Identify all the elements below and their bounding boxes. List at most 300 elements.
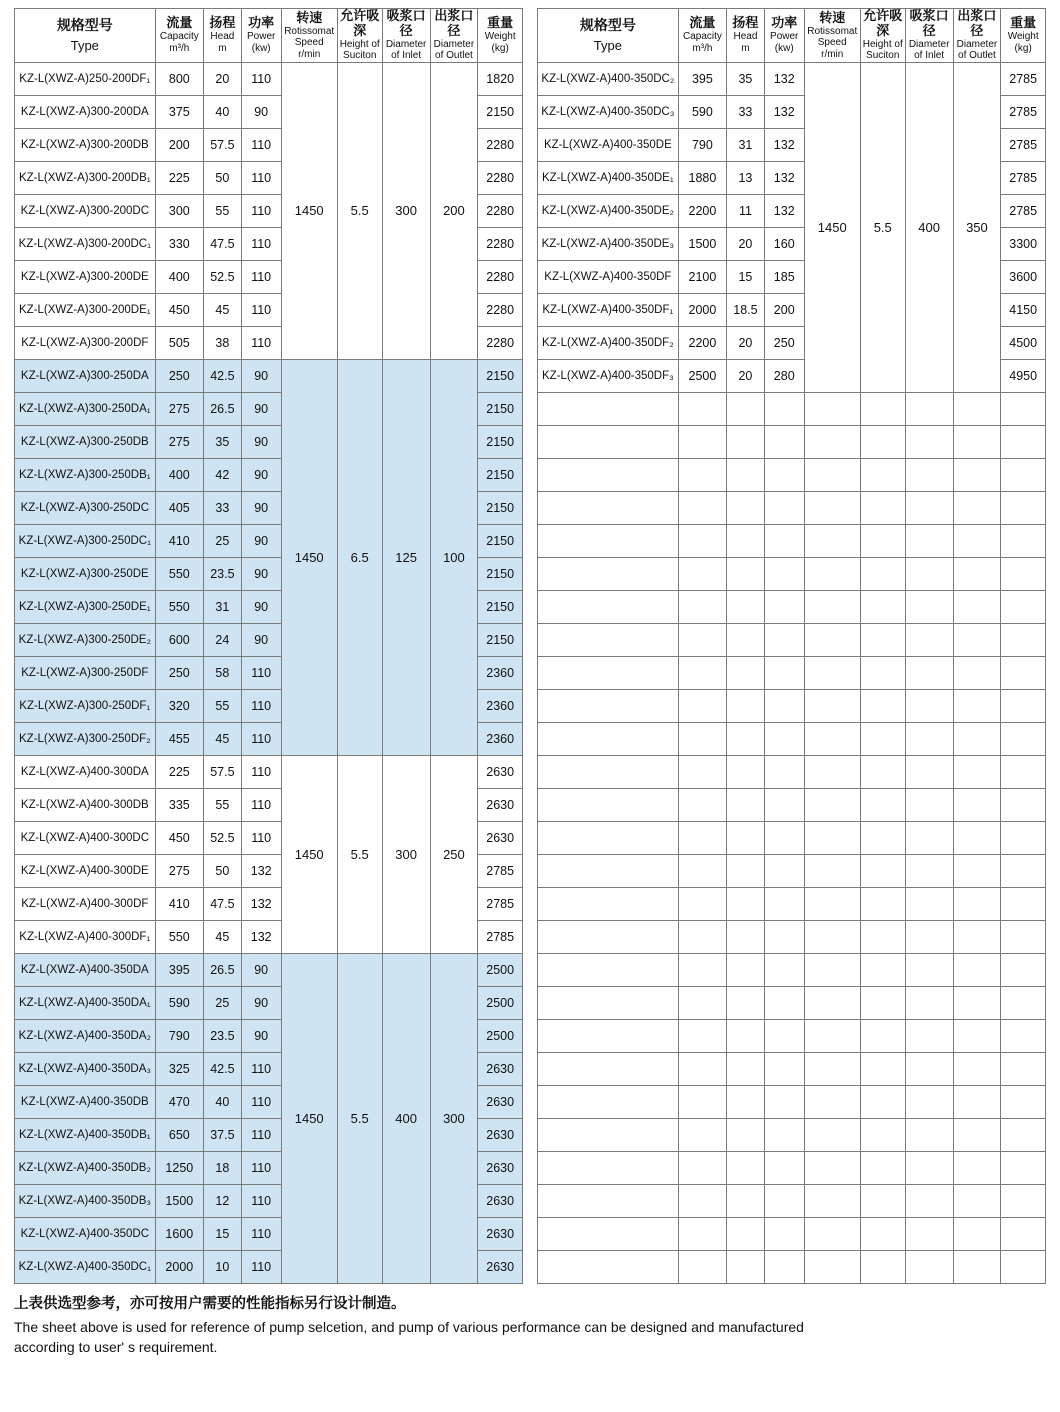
cell-type: KZ-L(XWZ-A)400-350DF₂	[538, 326, 679, 359]
right-spec-table	[537, 8, 1046, 1284]
cell-empty	[953, 689, 1001, 722]
cell-weight: 2630	[478, 821, 523, 854]
header-cn-weight: 重量	[487, 15, 514, 31]
header-cell-outlet	[953, 9, 1001, 63]
cell-type: KZ-L(XWZ-A)400-300DA	[15, 755, 156, 788]
table-row-empty	[538, 1217, 1046, 1250]
cell-head: 52.5	[204, 260, 242, 293]
cell-weight: 2630	[478, 1151, 523, 1184]
table-row	[15, 359, 523, 392]
cell-empty	[953, 557, 1001, 590]
cell-empty	[678, 491, 726, 524]
table-row-empty	[538, 755, 1046, 788]
cell-type: KZ-L(XWZ-A)400-350DC₃	[538, 95, 679, 128]
cell-empty	[860, 986, 905, 1019]
cell-power: 90	[241, 986, 281, 1019]
cell-empty	[804, 854, 860, 887]
cell-capacity: 550	[155, 920, 203, 953]
cell-power: 110	[241, 1250, 281, 1283]
cell-empty	[953, 788, 1001, 821]
cell-empty	[727, 920, 765, 953]
cell-empty	[1001, 854, 1046, 887]
cell-type: KZ-L(XWZ-A)400-350DC₂	[538, 62, 679, 95]
cell-weight: 2150	[478, 95, 523, 128]
cell-empty	[953, 524, 1001, 557]
cell-capacity: 275	[155, 392, 203, 425]
header-cell-outlet	[430, 9, 478, 63]
cell-type: KZ-L(XWZ-A)300-200DC₁	[15, 227, 156, 260]
cell-empty	[860, 524, 905, 557]
table-row-empty	[538, 854, 1046, 887]
cell-empty	[860, 887, 905, 920]
cell-type: KZ-L(XWZ-A)300-250DF	[15, 656, 156, 689]
cell-empty	[764, 1151, 804, 1184]
cell-outlet: 350	[953, 62, 1001, 392]
cell-empty	[804, 623, 860, 656]
cell-empty	[764, 458, 804, 491]
cell-head: 15	[727, 260, 765, 293]
cell-weight: 2150	[478, 491, 523, 524]
cell-empty	[727, 854, 765, 887]
cell-empty	[727, 425, 765, 458]
cell-empty	[727, 788, 765, 821]
cell-outlet: 100	[430, 359, 478, 755]
header-en-speed: Rotissomat Speed	[284, 25, 335, 49]
cell-power: 110	[241, 128, 281, 161]
cell-power: 132	[764, 194, 804, 227]
cell-type: KZ-L(XWZ-A)300-250DA	[15, 359, 156, 392]
cell-empty	[727, 590, 765, 623]
cell-empty	[953, 656, 1001, 689]
cell-empty	[678, 1118, 726, 1151]
cell-empty	[1001, 656, 1046, 689]
table-row-empty	[538, 821, 1046, 854]
header-en-outlet: Diameter of Outlet	[956, 38, 998, 62]
cell-head: 50	[204, 161, 242, 194]
cell-power: 160	[764, 227, 804, 260]
cell-empty	[727, 821, 765, 854]
cell-empty	[860, 590, 905, 623]
cell-weight: 2785	[478, 920, 523, 953]
header-unit-head: m	[218, 42, 227, 54]
cell-type: KZ-L(XWZ-A)400-300DB	[15, 788, 156, 821]
cell-power: 110	[241, 293, 281, 326]
cell-empty	[1001, 1151, 1046, 1184]
cell-capacity: 2000	[155, 1250, 203, 1283]
cell-power: 132	[764, 62, 804, 95]
cell-empty	[727, 557, 765, 590]
header-en-head: Head	[210, 31, 235, 43]
cell-empty	[860, 1151, 905, 1184]
cell-speed: 1450	[281, 359, 337, 755]
cell-type: KZ-L(XWZ-A)300-250DE₁	[15, 590, 156, 623]
cell-empty	[764, 1085, 804, 1118]
cell-head: 13	[727, 161, 765, 194]
table-row-empty	[538, 1250, 1046, 1283]
table-row-empty	[538, 1151, 1046, 1184]
cell-type: KZ-L(XWZ-A)300-250DE	[15, 557, 156, 590]
table-row-empty	[538, 491, 1046, 524]
cell-empty	[905, 557, 953, 590]
cell-empty	[764, 755, 804, 788]
cell-empty	[953, 1217, 1001, 1250]
cell-empty	[678, 986, 726, 1019]
cell-head: 40	[204, 1085, 242, 1118]
cell-empty	[678, 1217, 726, 1250]
cell-power: 90	[241, 458, 281, 491]
table-row-empty	[538, 458, 1046, 491]
cell-type: KZ-L(XWZ-A)400-300DC	[15, 821, 156, 854]
cell-head: 38	[204, 326, 242, 359]
cell-empty	[764, 1052, 804, 1085]
cell-weight: 2785	[1001, 161, 1046, 194]
cell-head: 33	[727, 95, 765, 128]
cell-empty	[727, 1118, 765, 1151]
cell-empty	[804, 920, 860, 953]
cell-empty	[905, 1052, 953, 1085]
cell-capacity: 2500	[678, 359, 726, 392]
cell-empty	[953, 821, 1001, 854]
cell-head: 31	[727, 128, 765, 161]
cell-empty	[678, 887, 726, 920]
cell-empty	[905, 788, 953, 821]
table-row-empty	[538, 1019, 1046, 1052]
cell-weight: 2150	[478, 425, 523, 458]
cell-empty	[1001, 1184, 1046, 1217]
cell-empty	[953, 1085, 1001, 1118]
cell-head: 52.5	[204, 821, 242, 854]
cell-capacity: 2200	[678, 326, 726, 359]
cell-empty	[764, 1250, 804, 1283]
cell-capacity: 2200	[678, 194, 726, 227]
cell-capacity: 410	[155, 887, 203, 920]
table-row-empty	[538, 1052, 1046, 1085]
table-row-empty	[538, 1118, 1046, 1151]
cell-type: KZ-L(XWZ-A)400-350DE₃	[538, 227, 679, 260]
cell-empty	[1001, 722, 1046, 755]
cell-empty	[1001, 953, 1046, 986]
cell-empty	[860, 425, 905, 458]
cell-suction: 5.5	[337, 62, 382, 359]
cell-empty	[804, 557, 860, 590]
cell-empty	[1001, 623, 1046, 656]
cell-weight: 2500	[478, 1019, 523, 1052]
cell-weight: 2280	[478, 194, 523, 227]
cell-empty	[678, 1151, 726, 1184]
table-row-empty	[538, 722, 1046, 755]
cell-empty	[764, 623, 804, 656]
cell-capacity: 225	[155, 161, 203, 194]
cell-capacity: 320	[155, 689, 203, 722]
cell-empty	[538, 722, 679, 755]
cell-empty	[860, 1217, 905, 1250]
note-english-line2: according to user' s requirement.	[14, 1339, 218, 1356]
cell-power: 132	[241, 854, 281, 887]
cell-power: 90	[241, 392, 281, 425]
cell-empty	[538, 887, 679, 920]
cell-empty	[953, 887, 1001, 920]
cell-empty	[1001, 1217, 1046, 1250]
cell-empty	[905, 1250, 953, 1283]
cell-empty	[678, 623, 726, 656]
cell-power: 132	[764, 128, 804, 161]
cell-weight: 2150	[478, 623, 523, 656]
cell-capacity: 600	[155, 623, 203, 656]
cell-capacity: 505	[155, 326, 203, 359]
cell-empty	[953, 1118, 1001, 1151]
cell-head: 42	[204, 458, 242, 491]
cell-capacity: 550	[155, 590, 203, 623]
cell-weight: 2360	[478, 689, 523, 722]
header-cell-speed	[804, 9, 860, 63]
cell-empty	[727, 953, 765, 986]
cell-speed: 1450	[281, 953, 337, 1283]
cell-weight: 2500	[478, 953, 523, 986]
cell-outlet: 250	[430, 755, 478, 953]
table-row-empty	[538, 953, 1046, 986]
cell-head: 55	[204, 689, 242, 722]
cell-empty	[804, 425, 860, 458]
header-cn-type: 规格型号	[579, 16, 636, 33]
cell-empty	[953, 1019, 1001, 1052]
cell-empty	[1001, 920, 1046, 953]
cell-weight: 2785	[1001, 194, 1046, 227]
cell-weight: 2630	[478, 1118, 523, 1151]
header-unit-capacity: m³/h	[169, 42, 190, 54]
cell-empty	[905, 722, 953, 755]
cell-empty	[860, 788, 905, 821]
cell-empty	[1001, 1085, 1046, 1118]
cell-head: 50	[204, 854, 242, 887]
cell-capacity: 400	[155, 260, 203, 293]
cell-empty	[1001, 755, 1046, 788]
cell-weight: 3300	[1001, 227, 1046, 260]
cell-empty	[538, 557, 679, 590]
cell-empty	[678, 656, 726, 689]
header-unit-capacity: m³/h	[692, 42, 713, 54]
cell-suction: 5.5	[860, 62, 905, 392]
cell-type: KZ-L(XWZ-A)300-200DE₁	[15, 293, 156, 326]
header-cn-outlet: 出浆口径	[957, 8, 997, 38]
table-row-empty	[538, 788, 1046, 821]
cell-power: 280	[764, 359, 804, 392]
cell-empty	[764, 491, 804, 524]
table-row-empty	[538, 656, 1046, 689]
header-en-capacity: Capacity	[159, 31, 199, 43]
cell-head: 12	[204, 1184, 242, 1217]
cell-capacity: 455	[155, 722, 203, 755]
cell-power: 110	[241, 656, 281, 689]
cell-suction: 5.5	[337, 953, 382, 1283]
cell-empty	[953, 425, 1001, 458]
cell-weight: 2280	[478, 293, 523, 326]
header-en-power: Power	[247, 31, 276, 43]
cell-capacity: 790	[678, 128, 726, 161]
cell-empty	[905, 425, 953, 458]
cell-empty	[727, 458, 765, 491]
cell-empty	[953, 920, 1001, 953]
cell-type: KZ-L(XWZ-A)300-250DC₁	[15, 524, 156, 557]
cell-head: 18.5	[727, 293, 765, 326]
cell-empty	[538, 458, 679, 491]
cell-empty	[804, 1250, 860, 1283]
cell-power: 132	[241, 920, 281, 953]
cell-empty	[905, 1217, 953, 1250]
cell-empty	[538, 1151, 679, 1184]
cell-empty	[860, 953, 905, 986]
header-cell-inlet	[905, 9, 953, 63]
cell-empty	[678, 392, 726, 425]
cell-type: KZ-L(XWZ-A)400-350DB₂	[15, 1151, 156, 1184]
cell-capacity: 590	[678, 95, 726, 128]
cell-empty	[804, 821, 860, 854]
cell-capacity: 1500	[155, 1184, 203, 1217]
cell-empty	[953, 458, 1001, 491]
header-en-type: Type	[70, 38, 99, 54]
cell-empty	[678, 1184, 726, 1217]
table-row	[15, 62, 523, 95]
cell-empty	[538, 1250, 679, 1283]
cell-head: 15	[204, 1217, 242, 1250]
cell-empty	[804, 722, 860, 755]
cell-power: 185	[764, 260, 804, 293]
cell-power: 110	[241, 1217, 281, 1250]
cell-weight: 2630	[478, 1217, 523, 1250]
cell-head: 20	[727, 326, 765, 359]
cell-type: KZ-L(XWZ-A)400-350DE₂	[538, 194, 679, 227]
header-cn-suction: 允许吸深	[863, 8, 903, 38]
cell-empty	[905, 1151, 953, 1184]
cell-empty	[538, 590, 679, 623]
cell-empty	[905, 458, 953, 491]
header-en-head: Head	[733, 31, 758, 43]
table-header-row	[538, 9, 1046, 63]
cell-capacity: 200	[155, 128, 203, 161]
cell-weight: 4950	[1001, 359, 1046, 392]
cell-empty	[538, 1052, 679, 1085]
cell-capacity: 1880	[678, 161, 726, 194]
cell-head: 25	[204, 524, 242, 557]
cell-power: 250	[764, 326, 804, 359]
cell-empty	[804, 1217, 860, 1250]
cell-empty	[538, 953, 679, 986]
cell-empty	[860, 854, 905, 887]
cell-weight: 2785	[1001, 95, 1046, 128]
cell-capacity: 395	[155, 953, 203, 986]
cell-empty	[538, 854, 679, 887]
cell-empty	[764, 887, 804, 920]
cell-capacity: 2100	[678, 260, 726, 293]
cell-head: 10	[204, 1250, 242, 1283]
cell-power: 90	[241, 95, 281, 128]
cell-empty	[727, 656, 765, 689]
cell-type: KZ-L(XWZ-A)400-350DF₃	[538, 359, 679, 392]
table-row-empty	[538, 392, 1046, 425]
cell-power: 110	[241, 260, 281, 293]
cell-outlet: 200	[430, 62, 478, 359]
cell-weight: 2785	[1001, 128, 1046, 161]
cell-empty	[538, 1217, 679, 1250]
cell-power: 110	[241, 755, 281, 788]
cell-empty	[804, 524, 860, 557]
cell-empty	[905, 1085, 953, 1118]
cell-empty	[678, 722, 726, 755]
header-cell-capacity	[155, 9, 203, 63]
header-cn-outlet: 出浆口径	[434, 8, 474, 38]
cell-empty	[804, 755, 860, 788]
cell-empty	[764, 920, 804, 953]
cell-empty	[764, 557, 804, 590]
cell-head: 26.5	[204, 392, 242, 425]
cell-type: KZ-L(XWZ-A)400-350DA	[15, 953, 156, 986]
cell-empty	[678, 458, 726, 491]
cell-weight: 2150	[478, 359, 523, 392]
cell-empty	[804, 1184, 860, 1217]
header-en-weight: Weight	[1007, 31, 1039, 43]
cell-type: KZ-L(XWZ-A)300-250DF₁	[15, 689, 156, 722]
cell-weight: 2630	[478, 788, 523, 821]
cell-weight: 2150	[478, 392, 523, 425]
cell-empty	[678, 1052, 726, 1085]
cell-empty	[1001, 458, 1046, 491]
header-cell-power	[241, 9, 281, 63]
cell-outlet: 300	[430, 953, 478, 1283]
cell-empty	[764, 1217, 804, 1250]
cell-type: KZ-L(XWZ-A)400-350DB	[15, 1085, 156, 1118]
cell-empty	[727, 1019, 765, 1052]
cell-head: 23.5	[204, 557, 242, 590]
cell-empty	[860, 1184, 905, 1217]
cell-empty	[678, 920, 726, 953]
cell-empty	[678, 755, 726, 788]
cell-head: 25	[204, 986, 242, 1019]
cell-empty	[764, 854, 804, 887]
cell-head: 20	[727, 227, 765, 260]
cell-empty	[538, 1184, 679, 1217]
cell-empty	[727, 722, 765, 755]
cell-weight: 2280	[478, 227, 523, 260]
cell-empty	[678, 1085, 726, 1118]
cell-empty	[678, 1250, 726, 1283]
header-cn-power: 功率	[771, 15, 798, 31]
table-row-empty	[538, 920, 1046, 953]
cell-head: 31	[204, 590, 242, 623]
cell-weight: 2630	[478, 755, 523, 788]
header-unit-weight: (kg)	[491, 42, 509, 54]
cell-capacity: 335	[155, 788, 203, 821]
cell-head: 55	[204, 788, 242, 821]
cell-empty	[678, 425, 726, 458]
cell-empty	[727, 1052, 765, 1085]
cell-type: KZ-L(XWZ-A)300-200DB₁	[15, 161, 156, 194]
cell-power: 132	[764, 95, 804, 128]
cell-power: 110	[241, 1052, 281, 1085]
cell-empty	[905, 491, 953, 524]
cell-head: 47.5	[204, 887, 242, 920]
cell-empty	[538, 491, 679, 524]
cell-type: KZ-L(XWZ-A)300-200DA	[15, 95, 156, 128]
cell-weight: 2280	[478, 161, 523, 194]
header-cell-weight	[478, 9, 523, 63]
cell-empty	[538, 689, 679, 722]
cell-empty	[727, 1250, 765, 1283]
cell-empty	[860, 1019, 905, 1052]
cell-power: 110	[241, 161, 281, 194]
cell-type: KZ-L(XWZ-A)300-250DE₂	[15, 623, 156, 656]
cell-inlet: 400	[905, 62, 953, 392]
cell-empty	[953, 854, 1001, 887]
cell-empty	[804, 1151, 860, 1184]
